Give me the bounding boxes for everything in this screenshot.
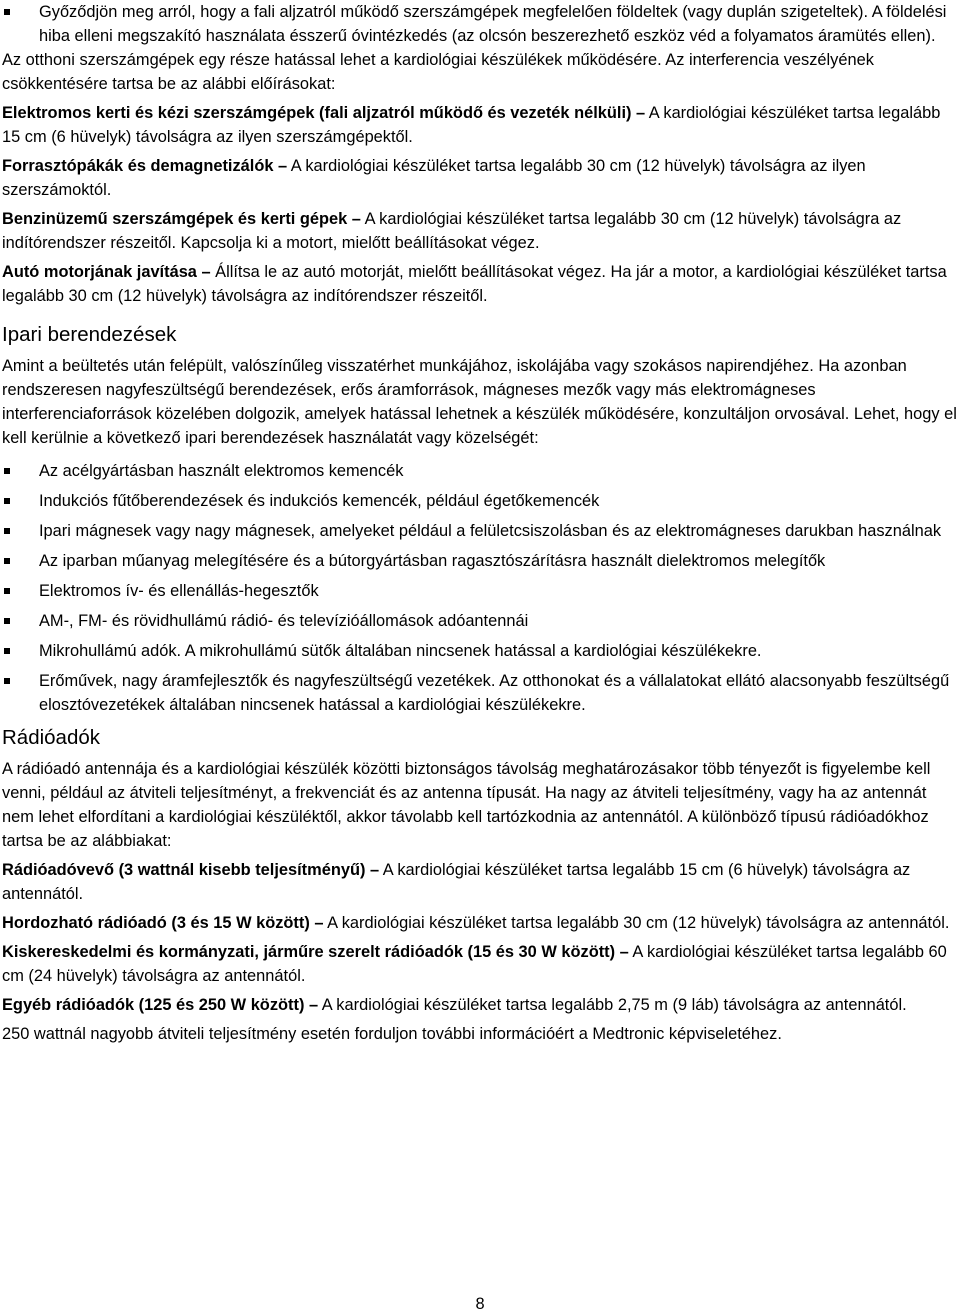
bullet-square-icon [4, 558, 10, 564]
tool-item-text: Állítsa le az autó motorját, mielőtt beállításokat végez. Ha jár a motor, a kardiológiai készüléket tartsa legalább 30 cm (12 hüvelyk) távolságra az indítórendszer részeitől. [2, 263, 947, 305]
radio-item-text: A kardiológiai készüléket tartsa legalább 15 cm (6 hüvelyk) távolságra az antennától. [2, 861, 911, 903]
radio-item-text: A kardiológiai készüléket tartsa legalább 60 cm (24 hüvelyk) távolságra az antennától. [2, 943, 947, 985]
bullet-square-icon [4, 678, 10, 684]
tool-item-text: A kardiológiai készüléket tartsa legalább 30 cm (12 hüvelyk) távolságra az indítórendszer részeitől. Kapcsolja ki a motort, mielőtt beállításokat végez. [2, 210, 902, 252]
list-item [2, 639, 958, 663]
bullet-square-icon [4, 648, 10, 654]
bullet-text: Ipari mágnesek vagy nagy mágnesek, amelyeket például a felületcsiszolásban és az elektromágneses darukban használnak [39, 522, 942, 540]
tool-item-title: Autó motorjának javítása – [2, 263, 211, 281]
bullet-text: Az iparban műanyag melegítésére és a bútorgyártásban ragasztószárításra használt dielektromos melegítők [39, 552, 826, 570]
radio-item-title: Rádióadóvevő (3 wattnál kisebb teljesítményű) – [2, 861, 380, 879]
radio-item-portable [2, 911, 958, 935]
radio-heading: Rádióadók [2, 726, 101, 749]
bullet-square-icon [4, 618, 10, 624]
bullet-square-icon [4, 9, 10, 15]
radio-item-title: Kiskereskedelmi és kormányzati, járműre szerelt rádióadók (15 és 30 W között) – [2, 943, 629, 961]
bullet-text: Győződjön meg arról, hogy a fali aljzatról működő szerszámgépek megfelelően földeltek (vagy duplán szigeteltek). A földelési hiba elleni megszakító használata ésszerű óvintézkedés (az olcsón beszerezhető eszköz véd a folyamatos áramütés ellen). [39, 3, 947, 45]
tool-item-text: A kardiológiai készüléket tartsa legalább 30 cm (12 hüvelyk) távolságra az ilyen szerszámoktól. [2, 157, 866, 199]
radio-paragraph: A rádióadó antennája és a kardiológiai készülék közötti biztonságos távolság meghatározásakor több tényezőt is figyelembe kell venni, például az átviteli teljesítményt, a frekvenciát és az antenna típusát. Ha nagy az átviteli teljesítmény, vagy ha az antennát nem lehet elfordítani a kardiológiai készüléktől, akkor távolabb kell tartózkodnia az antennától. A különböző típusú rádióadókhoz tartsa be az alábbiakat: [2, 760, 931, 850]
tool-item-gasoline [2, 207, 958, 255]
list-item [2, 459, 958, 483]
radio-item-text: A kardiológiai készüléket tartsa legalább 30 cm (12 hüvelyk) távolságra az antennától. [323, 914, 950, 932]
radio-footer-paragraph: 250 wattnál nagyobb átviteli teljesítmény esetén forduljon további információért a Medtronic képviseletéhez. [2, 1025, 782, 1043]
radio-item-text: A kardiológiai készüléket tartsa legalább 2,75 m (9 láb) távolságra az antennától. [318, 996, 907, 1014]
tool-item-text: A kardiológiai készüléket tartsa legalább 15 cm (6 hüvelyk) távolságra az ilyen szerszámgépektől. [2, 104, 941, 146]
industrial-heading: Ipari berendezések [2, 323, 177, 346]
industrial-bullet-list [2, 459, 958, 717]
bullet-text: Indukciós fűtőberendezések és indukciós kemencék, például égetőkemencék [39, 492, 600, 510]
radio-item-vehicle [2, 940, 958, 988]
list-item [2, 549, 958, 573]
bullet-text: AM-, FM- és rövidhullámú rádió- és televízióállomások adóantennái [39, 612, 529, 630]
bullet-text: Mikrohullámú adók. A mikrohullámú sütők általában nincsenek hatással a kardiológiai készülékekre. [39, 642, 762, 660]
tool-item-title: Forrasztópákák és demagnetizálók – [2, 157, 288, 175]
bullet-text: Erőművek, nagy áramfejlesztők és nagyfeszültségű vezetékek. Az otthonokat és a vállalatokat ellátó alacsonyabb feszültségű elosztóvezetékek általában nincsenek hatással a kardiológiai készülékekre. [39, 672, 950, 714]
list-item [2, 579, 958, 603]
page-number: 8 [475, 1295, 485, 1313]
bullet-square-icon [4, 468, 10, 474]
radio-item-other [2, 993, 958, 1017]
radio-item-transceiver [2, 858, 958, 906]
tool-item-soldering [2, 154, 958, 202]
list-item [2, 669, 958, 717]
bullet-square-icon [4, 528, 10, 534]
list-item [2, 609, 958, 633]
radio-item-title: Hordozható rádióadó (3 és 15 W között) – [2, 914, 324, 932]
grounding-bullet-list [2, 0, 958, 48]
industrial-paragraph: Amint a beültetés után felépült, valószínűleg visszatérhet munkájához, iskolájába vagy szokásos napirendjéhez. Ha azonban rendszeresen nagyfeszültségű berendezések, erős áramforrások, mágneses mezők vagy más elektromágneses interferenciaforrások közelében dolgozik, amelyek hatással lehetnek a készülék működésére, konzultáljon orvosával. Lehet, hogy el kell kerülnie a következő ipari berendezések használatát vagy közelségét: [2, 357, 957, 447]
radio-item-title: Egyéb rádióadók (125 és 250 W között) – [2, 996, 319, 1014]
tool-item-car-engine [2, 260, 958, 308]
tool-item-garden-tools [2, 101, 958, 149]
list-item [2, 489, 958, 513]
tool-item-title: Benzinüzemű szerszámgépek és kerti gépek – [2, 210, 361, 228]
tool-item-title: Elektromos kerti és kézi szerszámgépek (fali aljzatról működő és vezeték nélküli) – [2, 104, 646, 122]
list-item [2, 519, 958, 543]
bullet-text: Az acélgyártásban használt elektromos kemencék [39, 462, 404, 480]
page-content [2, 0, 958, 1051]
tools-intro-paragraph: Az otthoni szerszámgépek egy része hatással lehet a kardiológiai készülékek működésére. Az interferencia veszélyének csökkentésére tartsa be az alábbi előírásokat: [2, 51, 874, 93]
bullet-square-icon [4, 588, 10, 594]
bullet-text: Elektromos ív- és ellenállás-hegesztők [39, 582, 319, 600]
bullet-square-icon [4, 498, 10, 504]
list-item [2, 0, 958, 48]
